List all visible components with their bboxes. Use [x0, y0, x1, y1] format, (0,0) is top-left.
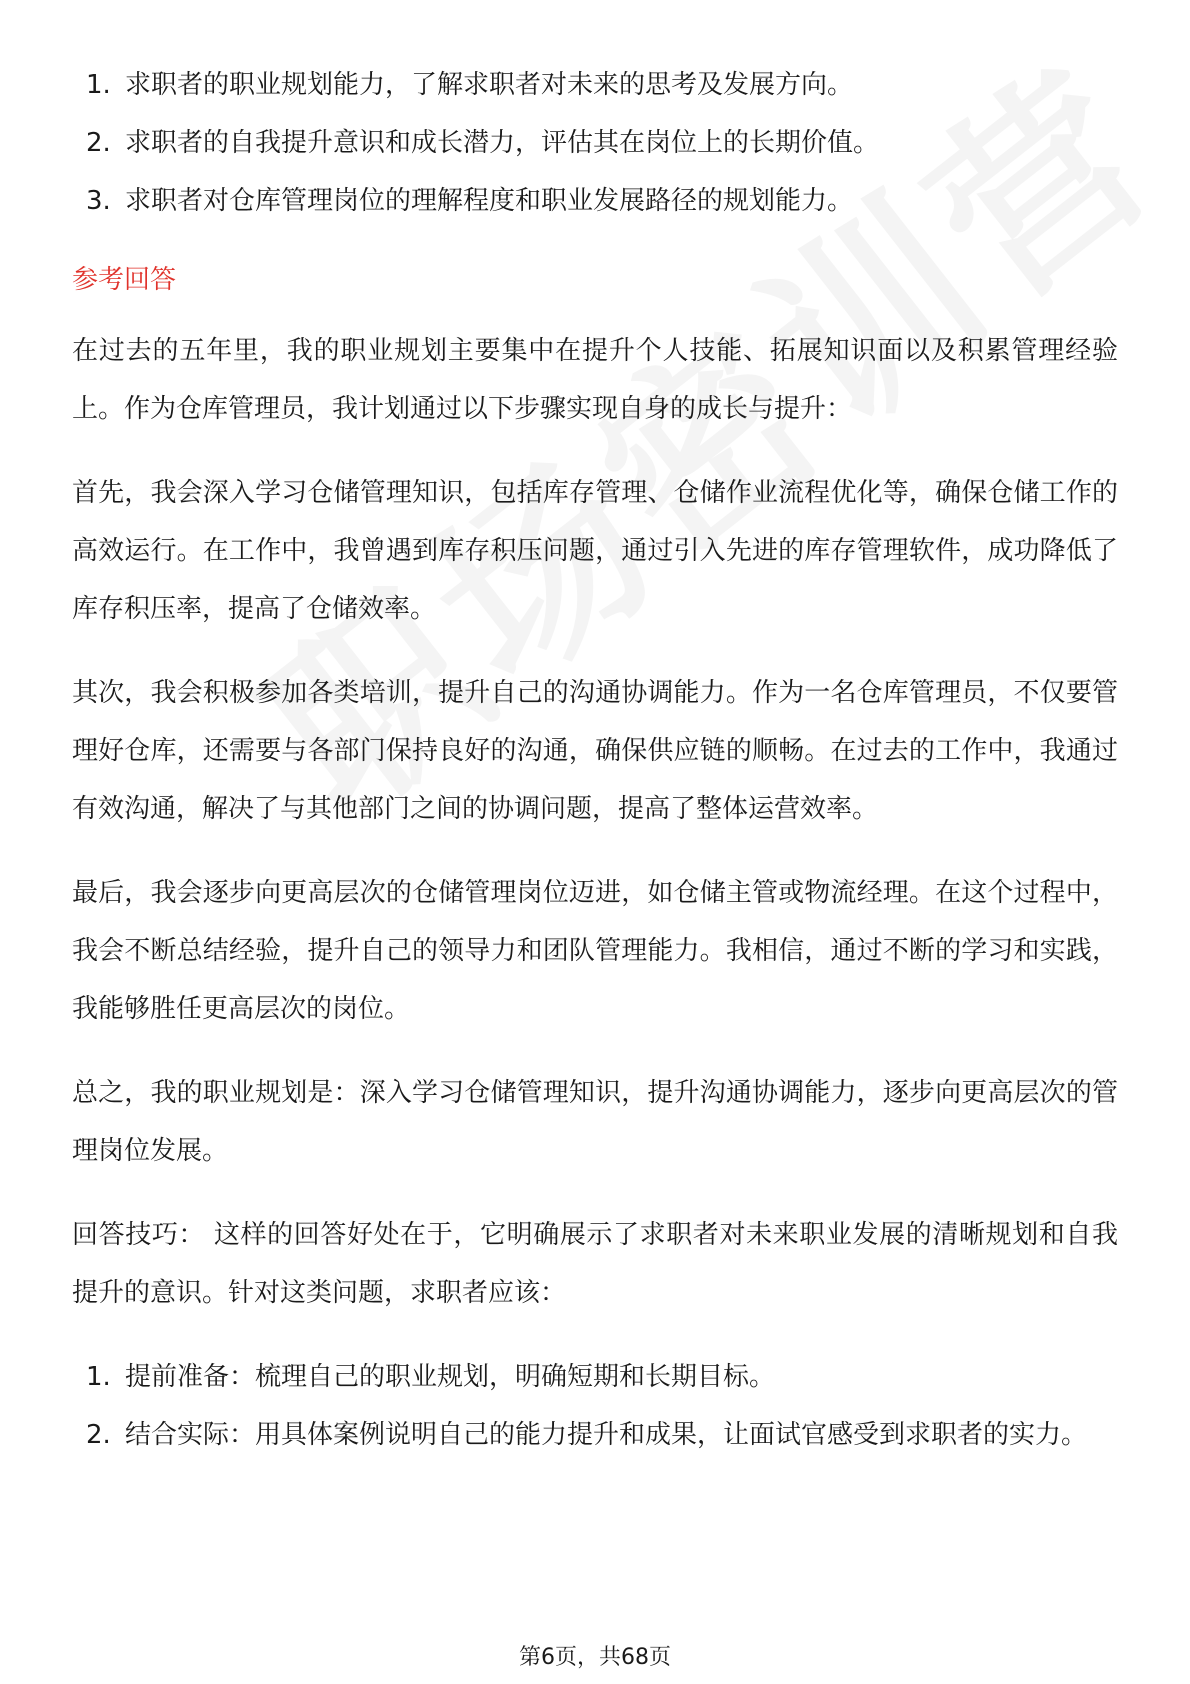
list-item-text: 提前准备：梳理自己的职业规划，明确短期和长期目标。: [125, 1362, 776, 1392]
list-number: 3.: [86, 186, 111, 216]
list-item: [72, 56, 1118, 114]
list-item-text: 求职者的职业规划能力，了解求职者对未来的思考及发展方向。: [125, 70, 854, 100]
list-item: [72, 172, 1118, 230]
page-footer: 第6页，共68页: [519, 1645, 671, 1670]
list-number: 2.: [86, 128, 111, 158]
paragraph-second: 其次，我会积极参加各类培训，提升自己的沟通协调能力。作为一名仓库管理员，不仅要管理好仓库，还需要与各部门保持良好的沟通，确保供应链的顺畅。在过去的工作中，我通过有效沟通，解决了与其他部门之间的协调问题，提高了整体运营效率。: [72, 678, 1118, 824]
list-number: 1.: [86, 70, 111, 100]
list-number: 1.: [86, 1362, 111, 1392]
list-item: [72, 1406, 1118, 1464]
document-body: [72, 56, 1118, 1464]
list-item-text: 结合实际：用具体案例说明自己的能力提升和成果，让面试官感受到求职者的实力。: [125, 1420, 1088, 1450]
section-title: 参考回答: [72, 265, 177, 295]
intro-list: [72, 56, 1118, 230]
tips-list: [72, 1348, 1118, 1464]
list-item: [72, 1348, 1118, 1406]
paragraph-intro: 在过去的五年里，我的职业规划主要集中在提升个人技能、拓展知识面以及积累管理经验上。作为仓库管理员，我计划通过以下步骤实现自身的成长与提升：: [72, 336, 1118, 424]
list-item-text: 求职者的自我提升意识和成长潜力，评估其在岗位上的长期价值。: [125, 128, 880, 158]
paragraph-last: 最后，我会逐步向更高层次的仓储管理岗位迈进，如仓储主管或物流经理。在这个过程中，我会不断总结经验，提升自己的领导力和团队管理能力。我相信，通过不断的学习和实践，我能够胜任更高层次的岗位。: [72, 878, 1118, 1024]
list-item: [72, 114, 1118, 172]
paragraph-first: 首先，我会深入学习仓储管理知识，包括库存管理、仓储作业流程优化等，确保仓储工作的高效运行。在工作中，我曾遇到库存积压问题，通过引入先进的库存管理软件，成功降低了库存积压率，提高了仓储效率。: [72, 478, 1118, 624]
list-number: 2.: [86, 1420, 111, 1450]
paragraph-tips: 回答技巧： 这样的回答好处在于，它明确展示了求职者对未来职业发展的清晰规划和自我提升的意识。针对这类问题，求职者应该：: [72, 1220, 1118, 1308]
paragraph-summary: 总之，我的职业规划是：深入学习仓储管理知识，提升沟通协调能力，逐步向更高层次的管理岗位发展。: [72, 1078, 1118, 1166]
list-item-text: 求职者对仓库管理岗位的理解程度和职业发展路径的规划能力。: [125, 186, 854, 216]
